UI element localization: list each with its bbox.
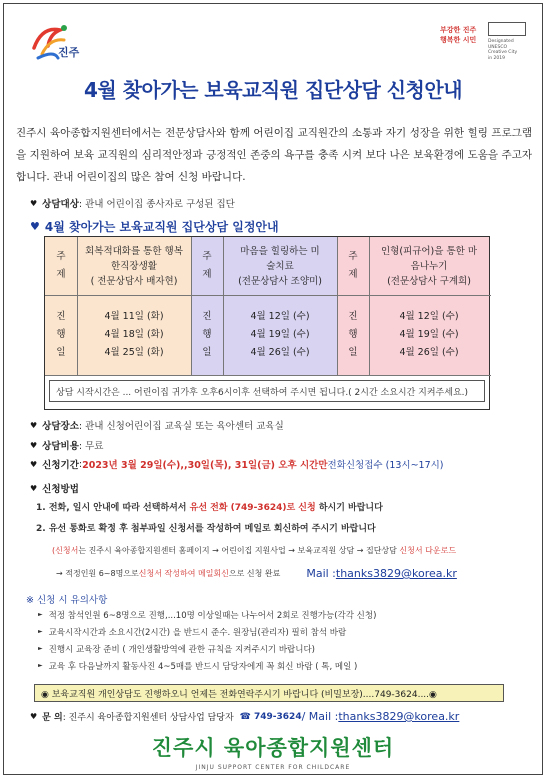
contact-value: : 진주시 육아종합지원센터 상담사업 담당자 [62,713,234,723]
step1-prefix: 1. 전화, 일시 안내에 따라 선택하셔서 [36,503,190,513]
caution-text: 적정 참석인원 6~8명으로 진행,...10명 이상일때는 나누어서 2회로 진행가능(각각 신청) [48,610,377,621]
program-name: 인형(피규어)을 통한 마음나누기 [380,245,478,272]
program-date: 4월 25일 (화) [104,347,164,358]
program-counselor: ( 전문상담사 배자현) [90,275,178,287]
program-counselor: (전문상담사 조양미) [238,275,322,287]
intro-paragraph: 진주시 육아종합지원센터에서는 전문상담사와 함께 어린이집 교직원간의 소통과 자기 성장을 위한 힐링 프로그램을 지원하여 보육 교직원의 심리적안정과 긍정적인 존중의 욕구를 충족 시켜 보다 나은 보육환경에 도움을 주고자 합니다. 관내 어린이집의 많은 참여 신청 바랍니다. [16,127,532,183]
step1-suffix: 하시기 바랍니다 [315,503,383,513]
caution-item [38,623,376,640]
period-prefix: : [78,458,83,470]
table-divider [337,237,338,375]
caution-item [38,657,376,674]
contact-mail-link[interactable]: thanks3829@korea.kr [338,710,460,723]
slogan-line1: 부강한 진주 [440,26,477,34]
heart-bullet-icon: ♥ [30,459,38,469]
program-col-1 [77,237,191,375]
program-date: 4월 12일 (수) [250,311,310,322]
caution-item [38,640,376,657]
method-row [30,481,79,495]
method-sub-1 [52,545,456,556]
program-date: 4월 18일 (화) [104,329,164,340]
footer-subtitle: JINJU SUPPORT CENTER FOR CHILDCARE [195,764,351,771]
place-value: : 관내 신청어린이집 교육실 또는 육아센터 교육실 [78,421,284,432]
program-counselor: (전문상담사 구계희) [387,275,471,287]
footer-title: 진주시 육아종합지원센터 [151,735,395,760]
cost-row [30,438,103,452]
cost-label: 상담비용 [42,441,79,452]
theme-label-cell [191,237,223,295]
caution-item [38,606,376,623]
mail-label: Mail : [306,567,336,580]
caution-text: 진행시 교육장 준비 ( 개인생활방역에 관한 규칙을 지켜주시기 바랍니다) [48,644,315,655]
period-value: 2023년 3월 29일(수),,30일(목), 31일(금) 오후 시간만 [82,460,328,471]
sub1-red: (신청서 [52,546,79,555]
slogan-line2: 행복한 시민 [440,36,477,44]
target-row [30,196,235,210]
unesco-line2: Creative City [488,50,518,55]
sub1-mid: 는 진주시 육아종합지원센터 홈페이지 → 어린이집 지원사업 → 보육교직원 상담 → 집단상담 [78,546,400,555]
theme-label-col-1 [45,237,77,375]
table-divider [45,295,491,296]
schedule-table [44,236,490,410]
method-step-1 [36,500,383,513]
program-col-3 [369,237,489,375]
date-label-cell [45,295,77,375]
table-divider [191,237,192,375]
program-dates-cell [369,295,489,375]
caution-text: 교육시작시간과 소요시간(2시간) 을 반드시 준수. 원장님(관리자) 필히 참석 바람 [48,627,347,638]
contact-phone: ☎ 749-3624 [239,711,302,722]
unesco-caption [488,39,532,61]
program-date: 4월 11일 (화) [104,311,164,322]
program-date: 4월 12일 (수) [399,311,459,322]
cost-value: : 무료 [78,441,104,452]
program-name: 마음을 힐링하는 미술치료 [240,245,320,272]
cautions-list [38,606,376,674]
heart-bullet-icon: ♥ [30,483,38,493]
theme-label-cell [337,237,369,295]
slogan-logo [440,20,532,64]
page-title: 4월 찾아가는 보육교직원 집단상담 신청안내 [83,78,463,102]
heart-bullet-icon: ♥ [30,712,38,721]
sub2-suffix: 으로 신청 완료 [228,569,281,578]
date-label: 진행일 [202,311,212,358]
program-date: 4월 19일 (수) [250,329,310,340]
cautions-title: ※ 신청 시 유의사항 [26,595,108,606]
unesco-line3: in 2019 [488,55,505,61]
unesco-line1: Designated UNESCO [488,39,514,50]
program-name-cell [369,237,489,295]
theme-label: 주제 [348,251,358,280]
heart-bullet-icon: ♥ [30,198,38,208]
sub2-prefix: → 적정인원 6~8명으로 [56,569,139,578]
theme-label-col-3 [337,237,369,375]
table-divider [77,237,78,375]
theme-label: 주제 [202,251,212,280]
schedule-title-row [30,218,279,235]
triangle-bullet-icon: ► [38,662,43,669]
program-col-2 [223,237,337,375]
program-date: 4월 26일 (수) [250,347,310,358]
schedule-title: 4월 찾아가는 보육교직원 집단상담 일정안내 [44,220,279,234]
date-label: 진행일 [348,311,358,358]
table-divider [223,237,224,375]
date-label: 진행일 [56,311,66,358]
date-label-cell [191,295,223,375]
sub1-download: 신청서 다운로드 [399,546,457,555]
table-divider [45,375,491,376]
unesco-emblem-icon [488,22,526,36]
place-row [30,418,284,432]
period-row [30,457,444,471]
program-date: 4월 19일 (수) [399,329,459,340]
target-value: : 관내 어린이집 종사자로 구성된 집단 [78,199,235,210]
period-suffix: 전화신청접수 (13시~17시) [327,460,444,471]
date-label-cell [337,295,369,375]
schedule-note: 상담 시작시간은 ... 어린이집 귀가후 오후6시이후 선택하여 주시면 됩니다.( 2시간 소요시간 지켜주세요.) [49,380,485,402]
table-divider [369,237,370,375]
jinju-city-logo [28,20,98,62]
step1-phone: 유선 전화 (749-3624)로 신청 [189,503,316,513]
caution-text: 교육 후 다음날까지 활동사진 4~5매를 반드시 담당자에게 꼭 회신 바람 ( 톡, 메일 ) [48,661,358,672]
program-dates-cell [223,295,337,375]
mail-link[interactable]: thanks3829@korea.kr [335,567,457,580]
triangle-bullet-icon: ► [38,611,43,618]
program-name: 회복적대화를 통한 행복한직장생활 [85,245,183,272]
footer-logo [0,732,546,771]
theme-label-cell [45,237,77,295]
notice-bar: ◉ 보육교직원 개인상담도 진행하오니 언제든 전화연락주시기 바랍니다 (비밀보장)....749-3624....◉ [34,684,504,702]
method-label: 신청방법 [42,484,79,495]
program-date: 4월 26일 (수) [399,347,459,358]
sub2-red: 신청서 작성하여 메일회신 [138,569,229,578]
heart-bullet-icon: ♥ [30,420,38,430]
theme-label-col-2 [191,237,223,375]
target-label: 상담대상 [42,199,79,210]
logo-text: 진주 [58,46,80,59]
contact-row [30,710,459,723]
method-sub-2 [56,567,457,580]
program-name-cell [77,237,191,295]
place-label: 상담장소 [42,421,79,432]
heart-bullet-icon: ♥ [30,440,38,450]
program-dates-cell [77,295,191,375]
contact-label: 문 의 [42,713,63,723]
triangle-bullet-icon: ► [38,645,43,652]
triangle-bullet-icon: ► [38,628,43,635]
period-label: 신청기간 [42,460,79,471]
heart-bullet-icon: ♥ [30,220,40,233]
contact-mail-label: / Mail : [301,710,339,723]
program-name-cell [223,237,337,295]
theme-label: 주제 [56,251,66,280]
method-step-2: 2. 유선 통화로 확정 후 첨부파일 신청서를 작성하여 메일로 회신하여 주시기 바랍니다 [36,524,376,534]
